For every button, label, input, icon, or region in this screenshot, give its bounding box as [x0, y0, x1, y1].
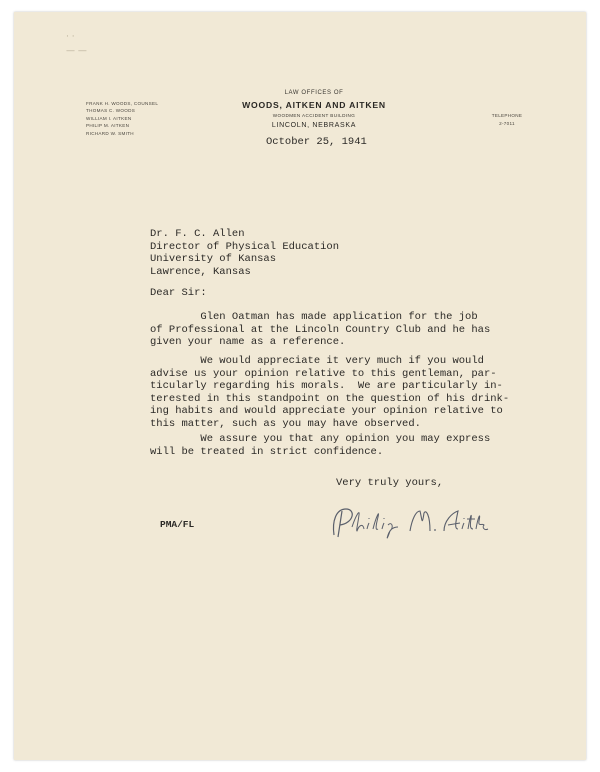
address-line: Director of Physical Education	[150, 240, 340, 253]
handwritten-signature	[326, 501, 496, 545]
paragraph-line: will be treated in strict confidence.	[150, 445, 384, 458]
address-line: University of Kansas	[150, 253, 277, 265]
paragraph-line: this matter, such as you may have observed.	[150, 417, 421, 430]
telephone-block	[482, 112, 532, 128]
letter-page	[14, 12, 586, 760]
paragraph-1	[150, 311, 490, 349]
letter-date: October 25, 1941	[266, 136, 367, 148]
paragraph-line: Glen Oatman has made application for the job	[150, 311, 478, 323]
partner-name: PHILIP M. AITKEN	[86, 123, 130, 129]
closing: Very truly yours,	[336, 477, 444, 489]
partner-name: FRANK H. WOODS, COUNSEL	[86, 101, 159, 106]
paragraph-line: of Professional at the Lincoln Country Club and he has	[150, 323, 491, 336]
paragraph-line: ing habits and would appreciate your opinion relative to	[150, 405, 503, 417]
paragraph-2	[150, 355, 509, 430]
partner-name: WILLIAM I. AITKEN	[86, 115, 132, 121]
paragraph-line: We would appreciate it very much if you would	[150, 355, 484, 367]
recipient-address	[150, 228, 339, 278]
telephone-label: TELEPHONE	[491, 113, 523, 118]
paragraph-3	[150, 433, 490, 458]
paragraph-line: given your name as a reference.	[150, 336, 346, 348]
typist-initials: PMA/FL	[160, 519, 195, 530]
partner-name: RICHARD W. SMITH	[86, 130, 134, 136]
telephone-number: 2-7011	[499, 121, 515, 126]
paragraph-line: ticularly regarding his morals. We are particularly in-	[150, 380, 503, 392]
address-line: Lawrence, Kansas	[150, 265, 251, 278]
partner-list	[86, 100, 158, 137]
paragraph-line: advise us your opinion relative to this gentleman, par-	[150, 367, 497, 380]
letterhead-offices: LAW OFFICES OF	[284, 90, 344, 96]
salutation: Dear Sir:	[150, 287, 207, 299]
paragraph-line: terested in this standpoint on the question of his drink-	[150, 392, 510, 405]
partner-name: THOMAS C. WOODS	[86, 108, 136, 114]
address-line: Dr. F. C. Allen	[150, 228, 245, 240]
letterhead-firm-name: WOODS, AITKEN AND AITKEN	[242, 100, 386, 110]
letterhead-building: WOODMEN ACCIDENT BUILDING	[272, 113, 356, 118]
letterhead-city: LINCOLN, NEBRASKA	[271, 122, 357, 129]
corner-pencil-marks: · · — —	[66, 32, 87, 56]
paragraph-line: We assure you that any opinion you may express	[150, 433, 491, 445]
